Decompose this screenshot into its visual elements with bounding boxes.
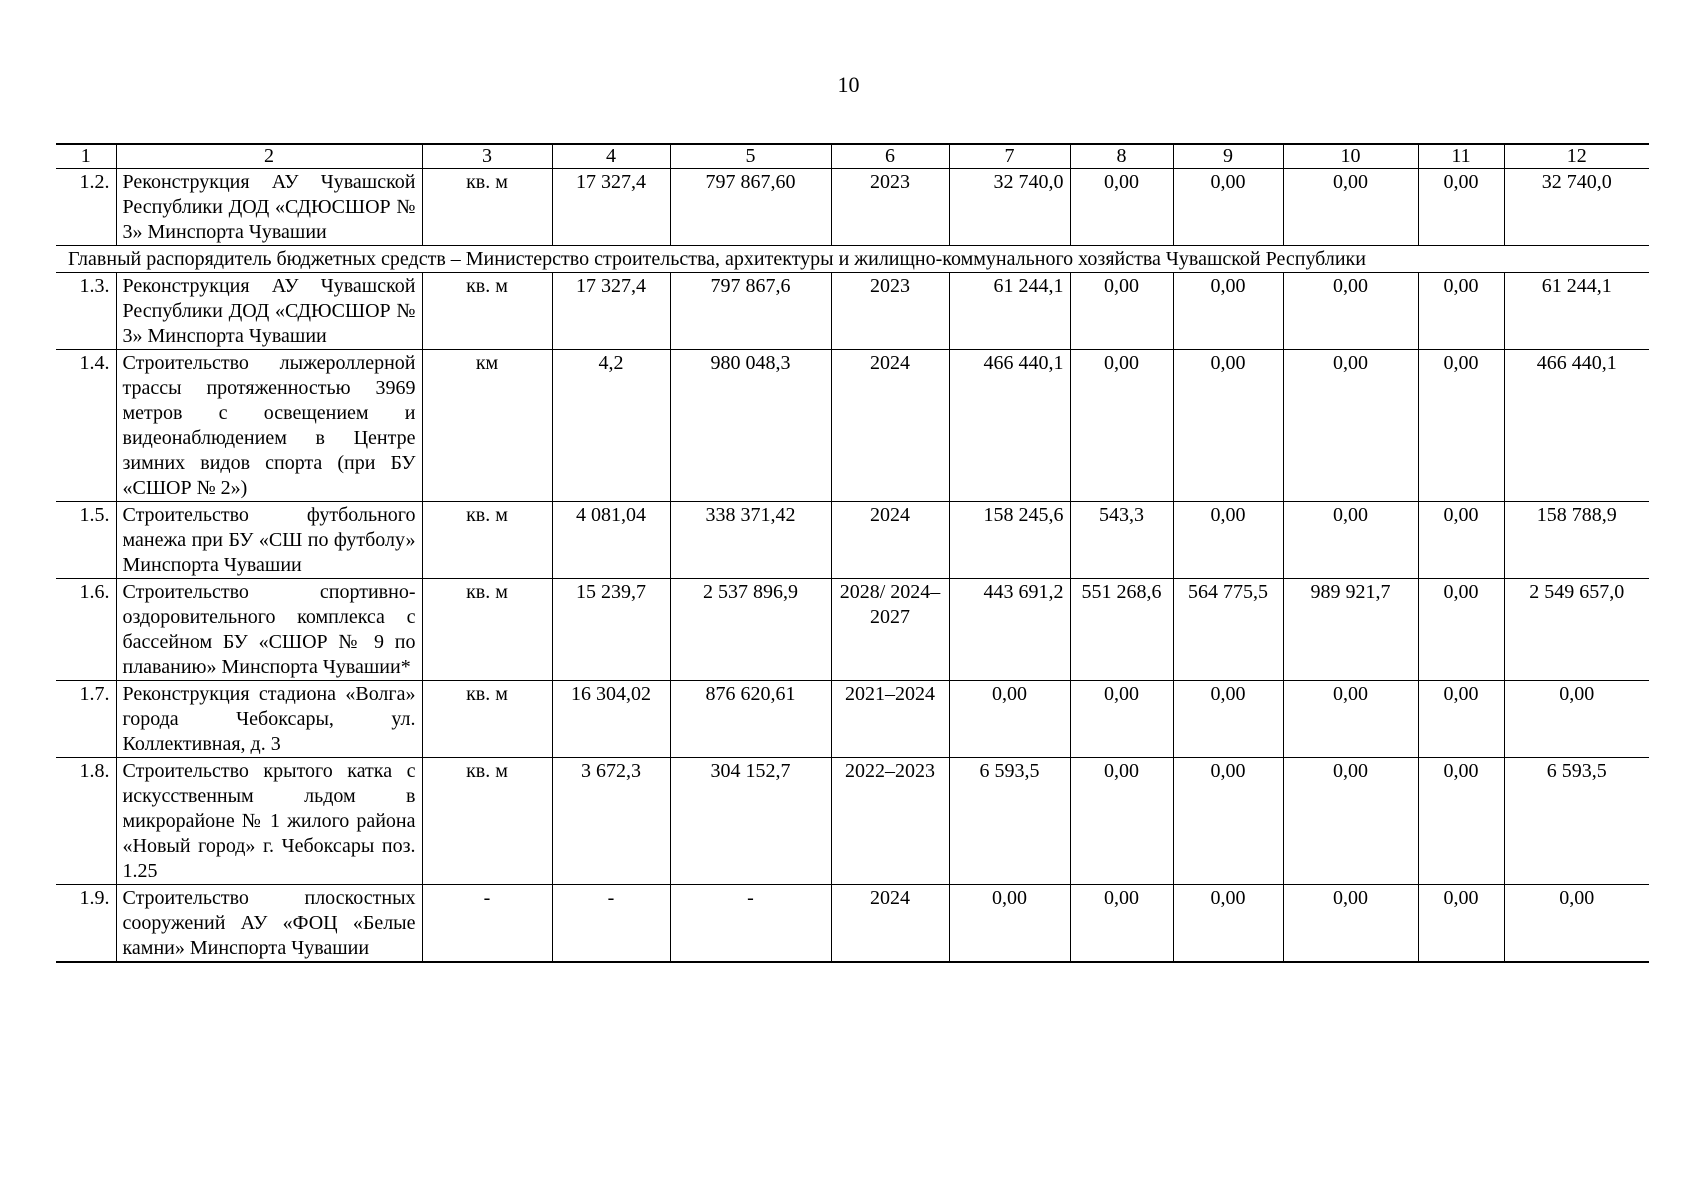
cost-cell: -: [670, 885, 831, 963]
object-name: Строительство крытого катка с искусственным льдом в микрорайоне № 1 жилого района «Новый город» г. Чебоксары поз. 1.25: [116, 758, 422, 885]
unit-cell: кв. м: [422, 169, 552, 246]
object-name: Реконструкция АУ Чувашской Республики ДОД «СДЮСШОР № 3» Минспорта Чувашии: [116, 169, 422, 246]
value-cell-11: 0,00: [1418, 758, 1504, 885]
value-cell-12: 2 549 657,0: [1504, 579, 1649, 681]
value-cell-12: 6 593,5: [1504, 758, 1649, 885]
value-cell-9: 0,00: [1173, 758, 1283, 885]
value-cell-7: 443 691,2: [949, 579, 1070, 681]
value-cell-9: 0,00: [1173, 502, 1283, 579]
value-cell-9: 564 775,5: [1173, 579, 1283, 681]
unit-cell: кв. м: [422, 681, 552, 758]
object-name: Строительство плоскостных сооружений АУ «ФОЦ «Белые камни» Минспорта Чувашии: [116, 885, 422, 963]
capacity-cell: 3 672,3: [552, 758, 670, 885]
unit-cell: кв. м: [422, 758, 552, 885]
value-cell-7: 466 440,1: [949, 350, 1070, 502]
page-number: 10: [837, 72, 860, 97]
years-cell: 2024: [831, 885, 949, 963]
column-header-2: 2: [116, 144, 422, 169]
column-header-11: 11: [1418, 144, 1504, 169]
value-cell-11: 0,00: [1418, 502, 1504, 579]
column-header-5: 5: [670, 144, 831, 169]
value-cell-11: 0,00: [1418, 169, 1504, 246]
row-number: 1.2.: [56, 169, 116, 246]
value-cell-10: 0,00: [1283, 758, 1418, 885]
value-cell-11: 0,00: [1418, 579, 1504, 681]
value-cell-12: 32 740,0: [1504, 169, 1649, 246]
unit-cell: км: [422, 350, 552, 502]
unit-cell: кв. м: [422, 502, 552, 579]
table-row: [56, 758, 1649, 885]
column-header-4: 4: [552, 144, 670, 169]
value-cell-8: 0,00: [1070, 681, 1173, 758]
object-name: Строительство футбольного манежа при БУ «СШ по футболу» Минспорта Чувашии: [116, 502, 422, 579]
value-cell-7: 61 244,1: [949, 273, 1070, 350]
row-number: 1.5.: [56, 502, 116, 579]
value-cell-9: 0,00: [1173, 273, 1283, 350]
table-row: [56, 502, 1649, 579]
column-header-7: 7: [949, 144, 1070, 169]
value-cell-12: 0,00: [1504, 885, 1649, 963]
column-header-6: 6: [831, 144, 949, 169]
table-row: [56, 885, 1649, 963]
capacity-cell: 16 304,02: [552, 681, 670, 758]
years-cell: 2021–2024: [831, 681, 949, 758]
years-cell: 2023: [831, 169, 949, 246]
value-cell-9: 0,00: [1173, 350, 1283, 502]
value-cell-12: 466 440,1: [1504, 350, 1649, 502]
capacity-cell: 17 327,4: [552, 273, 670, 350]
capacity-cell: 15 239,7: [552, 579, 670, 681]
column-header-1: 1: [56, 144, 116, 169]
column-header-10: 10: [1283, 144, 1418, 169]
row-number: 1.4.: [56, 350, 116, 502]
column-header-3: 3: [422, 144, 552, 169]
value-cell-12: 158 788,9: [1504, 502, 1649, 579]
value-cell-12: 0,00: [1504, 681, 1649, 758]
years-cell: 2024: [831, 502, 949, 579]
value-cell-9: 0,00: [1173, 885, 1283, 963]
value-cell-7: 32 740,0: [949, 169, 1070, 246]
value-cell-10: 0,00: [1283, 273, 1418, 350]
value-cell-8: 0,00: [1070, 758, 1173, 885]
value-cell-7: 0,00: [949, 681, 1070, 758]
cost-cell: 797 867,6: [670, 273, 831, 350]
value-cell-8: 0,00: [1070, 273, 1173, 350]
years-cell: 2023: [831, 273, 949, 350]
years-cell: 2022–2023: [831, 758, 949, 885]
capacity-cell: 4 081,04: [552, 502, 670, 579]
column-header-8: 8: [1070, 144, 1173, 169]
value-cell-10: 0,00: [1283, 350, 1418, 502]
value-cell-10: 0,00: [1283, 502, 1418, 579]
years-cell: 2028/ 2024–2027: [831, 579, 949, 681]
object-name: Реконструкция стадиона «Волга» города Чебоксары, ул. Коллективная, д. 3: [116, 681, 422, 758]
value-cell-9: 0,00: [1173, 169, 1283, 246]
value-cell-8: 543,3: [1070, 502, 1173, 579]
value-cell-8: 0,00: [1070, 169, 1173, 246]
value-cell-10: 0,00: [1283, 885, 1418, 963]
cost-cell: 304 152,7: [670, 758, 831, 885]
value-cell-7: 6 593,5: [949, 758, 1070, 885]
value-cell-12: 61 244,1: [1504, 273, 1649, 350]
group-heading: Главный распорядитель бюджетных средств – Министерство строительства, архитектуры и жилищно-коммунального хозяйства Чувашской Республики: [56, 246, 1649, 273]
cost-cell: 797 867,60: [670, 169, 831, 246]
object-name: Реконструкция АУ Чувашской Республики ДОД «СДЮСШОР № 3» Минспорта Чувашии: [116, 273, 422, 350]
column-number-header-row: [56, 144, 1649, 169]
value-cell-11: 0,00: [1418, 885, 1504, 963]
row-number: 1.9.: [56, 885, 116, 963]
value-cell-11: 0,00: [1418, 681, 1504, 758]
capacity-cell: 17 327,4: [552, 169, 670, 246]
group-heading-row: [56, 246, 1649, 273]
value-cell-10: 0,00: [1283, 681, 1418, 758]
unit-cell: кв. м: [422, 273, 552, 350]
investment-table: [56, 143, 1649, 963]
value-cell-10: 0,00: [1283, 169, 1418, 246]
cost-cell: 980 048,3: [670, 350, 831, 502]
value-cell-7: 158 245,6: [949, 502, 1070, 579]
table-row: [56, 579, 1649, 681]
capacity-cell: -: [552, 885, 670, 963]
unit-cell: -: [422, 885, 552, 963]
value-cell-11: 0,00: [1418, 273, 1504, 350]
row-number: 1.6.: [56, 579, 116, 681]
value-cell-8: 0,00: [1070, 885, 1173, 963]
row-number: 1.7.: [56, 681, 116, 758]
value-cell-10: 989 921,7: [1283, 579, 1418, 681]
value-cell-11: 0,00: [1418, 350, 1504, 502]
table-row: [56, 681, 1649, 758]
table-row: [56, 169, 1649, 246]
value-cell-9: 0,00: [1173, 681, 1283, 758]
object-name: Строительство лыжероллерной трассы протяженностью 3969 метров с освещением и видеонаблюдением в Центре зимних видов спорта (при БУ «СШОР № 2»): [116, 350, 422, 502]
row-number: 1.3.: [56, 273, 116, 350]
cost-cell: 338 371,42: [670, 502, 831, 579]
investment-table-container: [56, 143, 1649, 963]
unit-cell: кв. м: [422, 579, 552, 681]
capacity-cell: 4,2: [552, 350, 670, 502]
value-cell-8: 0,00: [1070, 350, 1173, 502]
row-number: 1.8.: [56, 758, 116, 885]
column-header-9: 9: [1173, 144, 1283, 169]
table-row: [56, 350, 1649, 502]
object-name: Строительство спортивно-оздоровительного комплекса с бассейном БУ «СШОР № 9 по плаванию» Минспорта Чувашии*: [116, 579, 422, 681]
column-header-12: 12: [1504, 144, 1649, 169]
cost-cell: 2 537 896,9: [670, 579, 831, 681]
cost-cell: 876 620,61: [670, 681, 831, 758]
table-row: [56, 273, 1649, 350]
value-cell-8: 551 268,6: [1070, 579, 1173, 681]
value-cell-7: 0,00: [949, 885, 1070, 963]
years-cell: 2024: [831, 350, 949, 502]
